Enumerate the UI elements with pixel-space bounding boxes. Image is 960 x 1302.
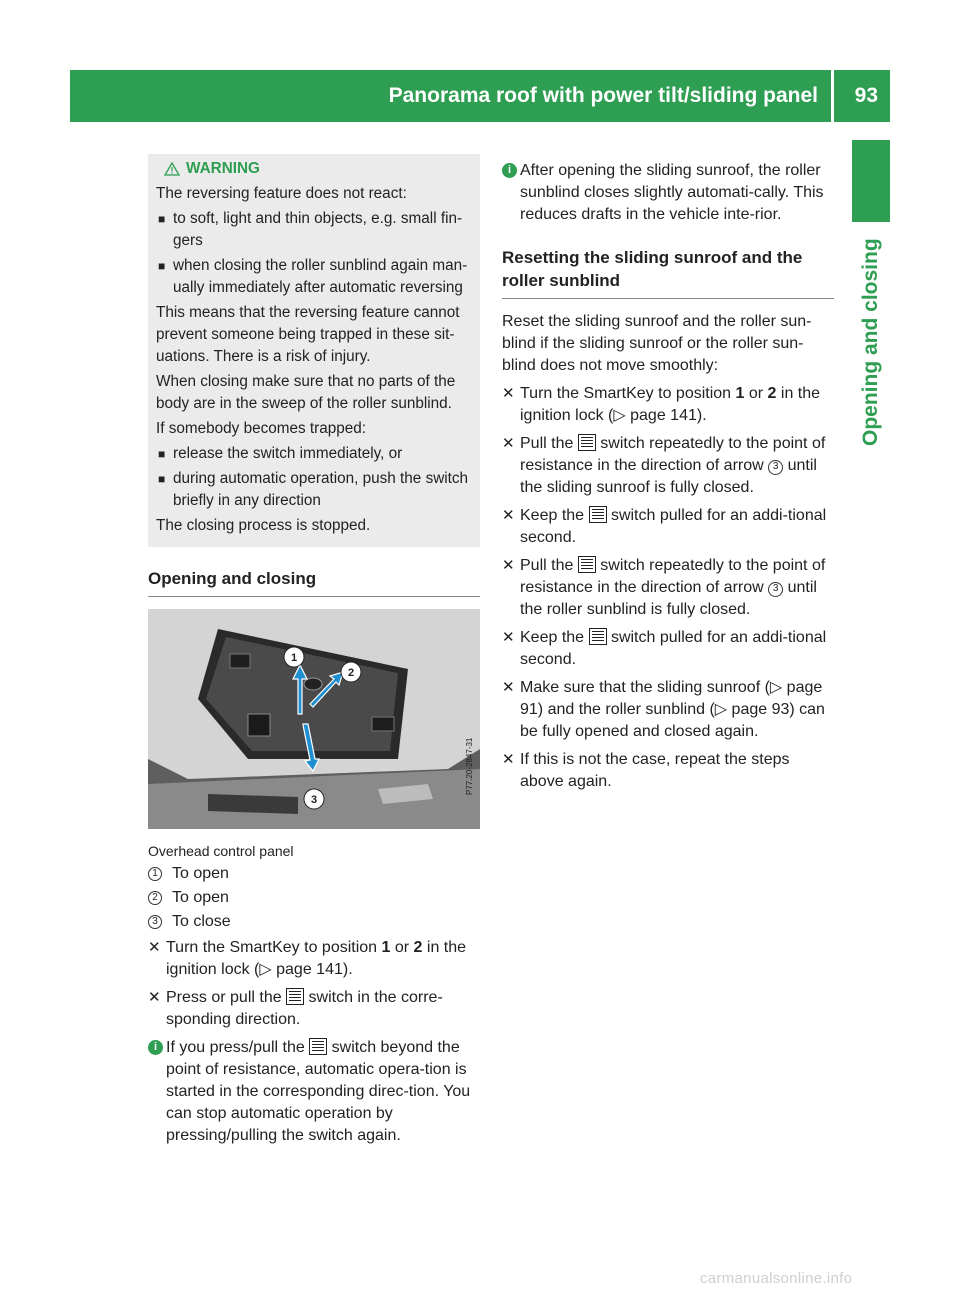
instruction-step: ✕ Keep the switch pulled for an addi-tional second. <box>502 629 827 668</box>
switch-icon <box>589 628 607 645</box>
page-ref-arrow-icon: ▷ <box>769 679 783 696</box>
warning-paragraph: This means that the reversing feature cannot prevent someone being trapped in these sit-uations. There is a risk of injury. <box>156 304 460 365</box>
section-tab-label: Opening and closing <box>859 238 882 446</box>
page-header <box>70 70 890 122</box>
legend-item: 2 To open <box>148 889 480 907</box>
svg-text:1: 1 <box>290 652 298 664</box>
legend-item: 3 To close <box>148 913 480 931</box>
info-note: i If you press/pull the switch beyond the point of resistance, automatic opera-tion is started in the corresponding direc-tion. You can stop automatic operation by pressing/pulling the switch again. <box>148 1037 480 1147</box>
info-icon: i <box>148 1040 163 1055</box>
figure-caption: Overhead control panel <box>148 843 294 859</box>
instruction-step: ✕ Pull the switch repeatedly to the point of resistance in the direction of arrow 3 until the sliding sunroof is fully closed. <box>502 435 826 496</box>
instruction-step: ✕ Pull the switch repeatedly to the point of resistance in the direction of arrow 3 until the roller sunblind is fully closed. <box>502 557 826 618</box>
section-heading: Resetting the sliding sunroof and the roller sunblind <box>502 246 834 299</box>
info-icon: i <box>502 163 517 178</box>
warning-bullet: ■ when closing the roller sunblind again man-ually immediately after automatic reversing <box>158 257 468 296</box>
page-ref-arrow-icon: ▷ <box>259 961 272 978</box>
left-column <box>148 154 480 1147</box>
step-marker-icon: ✕ <box>502 629 515 646</box>
warning-bullet: ■ release the switch immediately, or <box>158 445 403 462</box>
section-intro: Reset the sliding sunroof and the roller sun-blind if the sliding sunroof or the roller sun-blind does not move smoothly: <box>502 313 812 374</box>
page-ref-arrow-icon: ▷ <box>714 701 728 718</box>
switch-icon <box>589 506 607 523</box>
warning-intro: The reversing feature does not react: <box>156 185 407 202</box>
instruction-step: ✕ Turn the SmartKey to position 1 or 2 in the ignition lock (▷ page 141). <box>502 385 821 424</box>
section-tab-marker <box>852 140 890 222</box>
page-ref-arrow-icon: ▷ <box>613 407 626 424</box>
step-marker-icon: ✕ <box>502 507 515 524</box>
instruction-step: ✕ Turn the SmartKey to position 1 or 2 in the ignition lock (▷ page 141). <box>148 939 467 978</box>
warning-paragraph: When closing make sure that no parts of the body are in the sweep of the roller sunblind. <box>156 373 456 412</box>
warning-paragraph: The closing process is stopped. <box>156 517 371 534</box>
instruction-step: ✕ Make sure that the sliding sunroof (▷ page 91) and the roller sunblind (▷ page 93) can be fully opened and closed again. <box>502 679 825 740</box>
step-marker-icon: ✕ <box>148 989 161 1006</box>
svg-text:3: 3 <box>310 794 318 806</box>
step-marker-icon: ✕ <box>502 751 515 768</box>
step-marker-icon: ✕ <box>502 435 515 452</box>
step-marker-icon: ✕ <box>502 679 515 696</box>
instruction-step: ✕ If this is not the case, repeat the steps above again. <box>502 751 790 790</box>
warning-triangle-icon <box>164 162 180 176</box>
arrow-number: 3 <box>768 582 783 597</box>
legend-item: 1 To open <box>148 865 480 883</box>
step-marker-icon: ✕ <box>148 939 161 956</box>
figure-code: P77.20-2847-31 <box>465 737 474 795</box>
switch-icon <box>578 434 596 451</box>
right-column <box>502 154 834 793</box>
svg-text:2: 2 <box>347 667 355 679</box>
instruction-step: ✕ Press or pull the switch in the corre-sponding direction. <box>148 989 443 1028</box>
page-number: 93 <box>854 84 878 107</box>
info-note: i After opening the sliding sunroof, the roller sunblind closes slightly automati-cally. This reduces drafts in the vehicle inte-rior. <box>502 160 834 226</box>
switch-icon <box>286 988 304 1005</box>
warning-bullet: ■ during automatic operation, push the switch briefly in any direction <box>158 470 469 509</box>
warning-paragraph: If somebody becomes trapped: <box>156 420 367 437</box>
step-marker-icon: ✕ <box>502 385 515 402</box>
instruction-step: ✕ Keep the switch pulled for an addi-tional second. <box>502 507 827 546</box>
overhead-panel-figure <box>148 609 480 829</box>
section-heading: Opening and closing <box>148 567 480 597</box>
header-title: Panorama roof with power tilt/sliding panel <box>388 84 818 107</box>
switch-icon <box>309 1038 327 1055</box>
step-marker-icon: ✕ <box>502 557 515 574</box>
warning-title <box>156 158 472 180</box>
warning-bullet: ■ to soft, light and thin objects, e.g. small fin-gers <box>158 210 463 249</box>
overhead-panel-illustration <box>148 609 480 829</box>
header-separator <box>831 70 834 122</box>
warning-label: WARNING <box>186 160 260 177</box>
footer-watermark: carmanualsonline.info <box>700 1270 853 1287</box>
warning-box <box>148 154 480 547</box>
switch-icon <box>578 556 596 573</box>
arrow-number: 3 <box>768 460 783 475</box>
